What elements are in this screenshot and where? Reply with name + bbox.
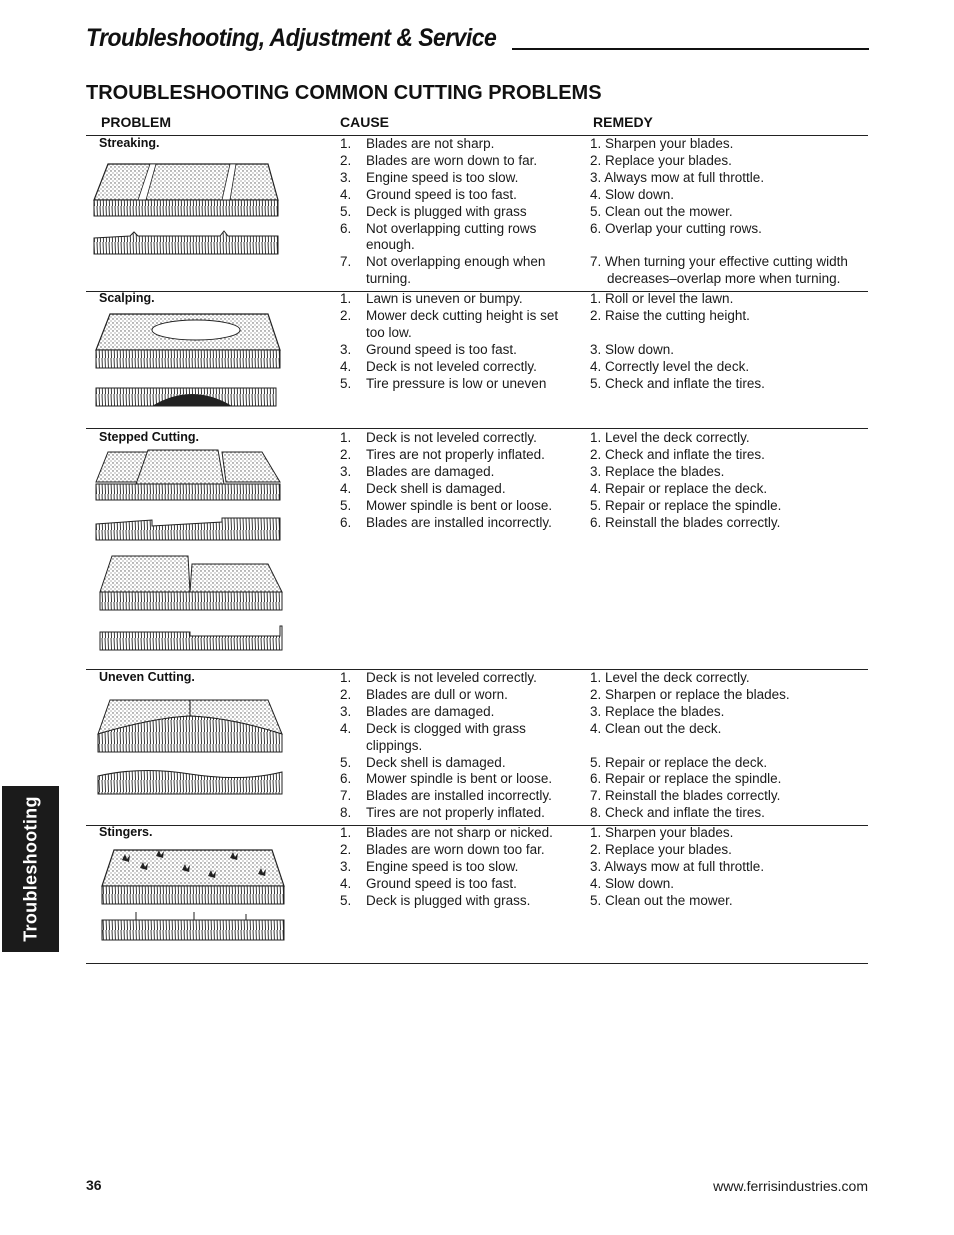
list-item: 1. Level the deck correctly.	[590, 670, 750, 685]
list-item: 5. Repair or replace the deck.	[590, 754, 768, 770]
list-item: 4. Slow down.	[590, 186, 675, 202]
side-tab-troubleshooting	[2, 786, 59, 952]
page-header-title: Troubleshooting, Adjustment & Service	[86, 24, 497, 52]
list-item: 1. Sharpen your blades.	[590, 136, 734, 151]
list-item: 6. Repair or replace the spindle.	[590, 771, 782, 787]
remedy-list-stepped-cutting	[590, 430, 870, 531]
list-item: 5. Repair or replace the spindle.	[590, 497, 782, 513]
cause-list-stepped-cutting	[340, 430, 580, 531]
list-item: 4. Ground speed is too fast.	[340, 875, 517, 891]
list-item: 3. Always mow at full throttle.	[590, 169, 765, 185]
list-item: 2. Check and inflate the tires.	[590, 446, 765, 462]
table-rule	[86, 428, 868, 429]
list-item: 3. Replace the blades.	[590, 463, 725, 479]
list-item: 1. Blades are not sharp or nicked.	[340, 825, 553, 840]
remedy-list-stingers	[590, 825, 870, 910]
list-item: 2. Replace your blades.	[590, 841, 732, 857]
problem-scalping: Scalping.	[99, 291, 155, 305]
list-item: 8. Tires are not properly inflated.	[340, 805, 545, 821]
list-item: 5. Tire pressure is low or uneven	[340, 375, 547, 391]
list-item: 2. Tires are not properly inflated.	[340, 446, 545, 462]
list-item: 1. Deck is not leveled correctly.	[340, 430, 537, 445]
list-item: 4. Slow down.	[590, 875, 675, 891]
list-item: 7. Reinstall the blades correctly.	[590, 788, 781, 804]
problem-uneven-cutting: Uneven Cutting.	[99, 670, 195, 684]
uneven-cutting-illustration	[92, 696, 288, 798]
list-item: 1. Blades are not sharp.	[340, 136, 495, 151]
cause-list-streaking	[340, 136, 580, 288]
list-item: 6. Mower spindle is bent or loose.	[340, 771, 553, 787]
list-item: 4. Deck shell is damaged.	[340, 480, 506, 496]
list-item: 7. Blades are installed incorrectly.	[340, 788, 552, 804]
list-spacer	[590, 325, 870, 342]
cause-list-stingers	[340, 825, 580, 910]
list-item: 4. Repair or replace the deck.	[590, 480, 768, 496]
list-item: 4. Deck is not leveled correctly.	[340, 358, 537, 374]
list-item: 3. Blades are damaged.	[340, 703, 495, 719]
list-item: 5. Check and inflate the tires.	[590, 375, 765, 391]
list-item: 2. Sharpen or replace the blades.	[590, 686, 790, 702]
list-item: 1. Deck is not leveled correctly.	[340, 670, 537, 685]
cause-list-scalping	[340, 291, 580, 392]
list-item: 5. Deck is plugged with grass	[340, 203, 527, 219]
list-item: 5. Deck shell is damaged.	[340, 754, 506, 770]
list-item: 3. Ground speed is too fast.	[340, 341, 517, 357]
list-item: 7. When turning your effective cutting width decreases–overlap more when turning.	[590, 254, 848, 287]
scalping-illustration	[92, 310, 282, 410]
cause-list-uneven-cutting	[340, 670, 580, 822]
page-number: 36	[86, 1177, 102, 1193]
stepped-cutting-illustration	[92, 446, 288, 656]
list-item: 3. Slow down.	[590, 341, 675, 357]
list-item: 3. Always mow at full throttle.	[590, 858, 765, 874]
list-item: 7. Not overlapping enough when turning.	[340, 254, 546, 287]
column-header-problem: PROBLEM	[101, 114, 171, 130]
list-item: 2. Blades are worn down to far.	[340, 152, 538, 168]
list-item: 3. Engine speed is too slow.	[340, 169, 519, 185]
list-item: 8. Check and inflate the tires.	[590, 805, 765, 821]
remedy-list-streaking	[590, 136, 870, 288]
column-header-remedy: REMEDY	[593, 114, 653, 130]
problem-stepped-cutting: Stepped Cutting.	[99, 430, 199, 444]
side-tab-label: Troubleshooting	[20, 796, 40, 942]
list-item: 3. Engine speed is too slow.	[340, 858, 519, 874]
list-item: 1. Sharpen your blades.	[590, 825, 734, 840]
column-header-cause: CAUSE	[340, 114, 390, 130]
list-item: 1. Lawn is uneven or bumpy.	[340, 291, 523, 306]
list-item: 2. Replace your blades.	[590, 152, 732, 168]
list-item: 2. Blades are dull or worn.	[340, 686, 508, 702]
header-rule	[512, 48, 869, 50]
remedy-list-scalping	[590, 291, 870, 392]
remedy-list-uneven-cutting	[590, 670, 870, 822]
footer-url: www.ferrisindustries.com	[713, 1178, 868, 1194]
list-item: 1. Level the deck correctly.	[590, 430, 750, 445]
section-title: TROUBLESHOOTING COMMON CUTTING PROBLEMS	[86, 82, 602, 104]
list-item: 5. Mower spindle is bent or loose.	[340, 497, 553, 513]
table-rule	[86, 963, 868, 964]
list-spacer	[590, 738, 870, 755]
problem-stingers: Stingers.	[99, 825, 153, 839]
list-item: 5. Clean out the mower.	[590, 203, 733, 219]
list-spacer	[590, 237, 870, 254]
list-item: 3. Blades are damaged.	[340, 463, 495, 479]
list-item: 4. Deck is clogged with grass clippings.	[340, 720, 526, 753]
list-item: 1. Roll or level the lawn.	[590, 291, 734, 306]
streaking-illustration	[90, 158, 280, 273]
list-item: 4. Ground speed is too fast.	[340, 186, 517, 202]
list-item: 3. Replace the blades.	[590, 703, 725, 719]
list-item: 6. Reinstall the blades correctly.	[590, 514, 781, 530]
list-item: 6. Overlap your cutting rows.	[590, 220, 762, 236]
list-item: 4. Correctly level the deck.	[590, 358, 750, 374]
list-item: 6. Blades are installed incorrectly.	[340, 514, 552, 530]
list-item: 5. Deck is plugged with grass.	[340, 892, 531, 908]
list-item: 2. Raise the cutting height.	[590, 307, 750, 323]
list-item: 2. Blades are worn down too far.	[340, 841, 545, 857]
problem-streaking: Streaking.	[99, 136, 160, 150]
list-item: 2. Mower deck cutting height is set too low.	[340, 307, 559, 340]
list-item: 5. Clean out the mower.	[590, 892, 733, 908]
list-item: 4. Clean out the deck.	[590, 720, 722, 736]
list-item: 6. Not overlapping cutting rows enough.	[340, 220, 537, 253]
stingers-illustration	[96, 846, 292, 946]
